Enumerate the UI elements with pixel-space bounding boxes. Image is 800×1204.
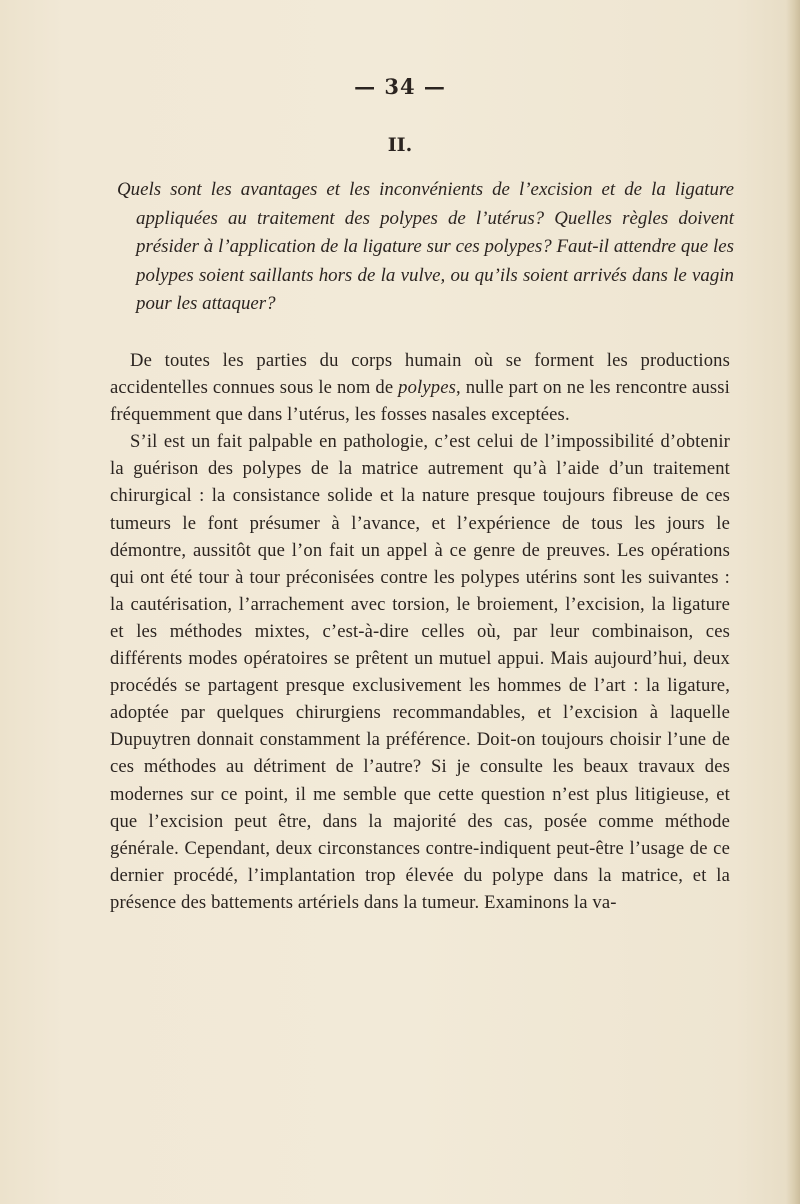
page-number: — 34 —	[354, 74, 446, 99]
body-text	[110, 347, 730, 916]
paragraph-1	[110, 347, 730, 428]
question-text: Quels sont les avantages et les inconvénients de l’excision et de la ligature appliquées au traitement des polypes de l’utérus? Quelles règles doivent présider à l’application de la ligature sur ces polypes? Faut-il attendre que les polypes soient saillants hors de la vulve, ou qu’ils soient arrivés dans le vagin pour les attaquer?	[117, 179, 734, 314]
question-block	[117, 176, 734, 319]
paragraph-1-end: , nulle part on ne les rencontre aussi fréquemment que dans l’utérus, les fosses nasales exceptées.	[110, 377, 730, 426]
paragraph-1-start: De toutes les parties du corps humain où se forment les productions accidentelles connues sous le nom de	[110, 350, 730, 399]
paragraph-2: S’il est un fait palpable en pathologie, c’est celui de l’impossibilité d’obtenir la guérison des polypes de la matrice autrement qu’à l’aide d’un traitement chirurgical : la consistance solide et la nature presque toujours fibreuse de ces tumeurs le font présumer à l’avance, et l’expérience de tous les jours le démontre, aussitôt que l’on fait un appel à ce genre de preuves. Les opérations qui ont été tour à tour préconisées contre les polypes utérins sont les suivantes : la cautérisation, l’arrachement avec torsion, le broiement, l’excision, la ligature et les méthodes mixtes, c’est-à-dire celles où, par leur combinaison, ces différents modes opératoires se prêtent un mutuel appui. Mais aujourd’hui, deux procédés se partagent presque exclusivement les hommes de l’art : la ligature, adoptée par quelques chirurgiens recommandables, et l’excision à laquelle Dupuytren donnait constamment la préférence. Doit-on toujours choisir l’une de ces méthodes au détriment de l’autre? Si je consulte les beaux travaux des modernes sur ce point, il me semble que cette question n’est plus litigieuse, et que l’excision peut être, dans la majorité des cas, posée comme méthode générale. Cependant, deux circonstances contre-indiquent peut-être l’usage de ce dernier procédé, l’implantation trop élevée du polype dans la matrice, et la présence des battements artériels dans la tumeur. Examinons la va-	[110, 431, 730, 913]
section-number: II.	[387, 134, 413, 156]
paragraph-1-italic-term: polypes	[398, 377, 457, 399]
page-edge-shadow	[786, 0, 800, 1204]
